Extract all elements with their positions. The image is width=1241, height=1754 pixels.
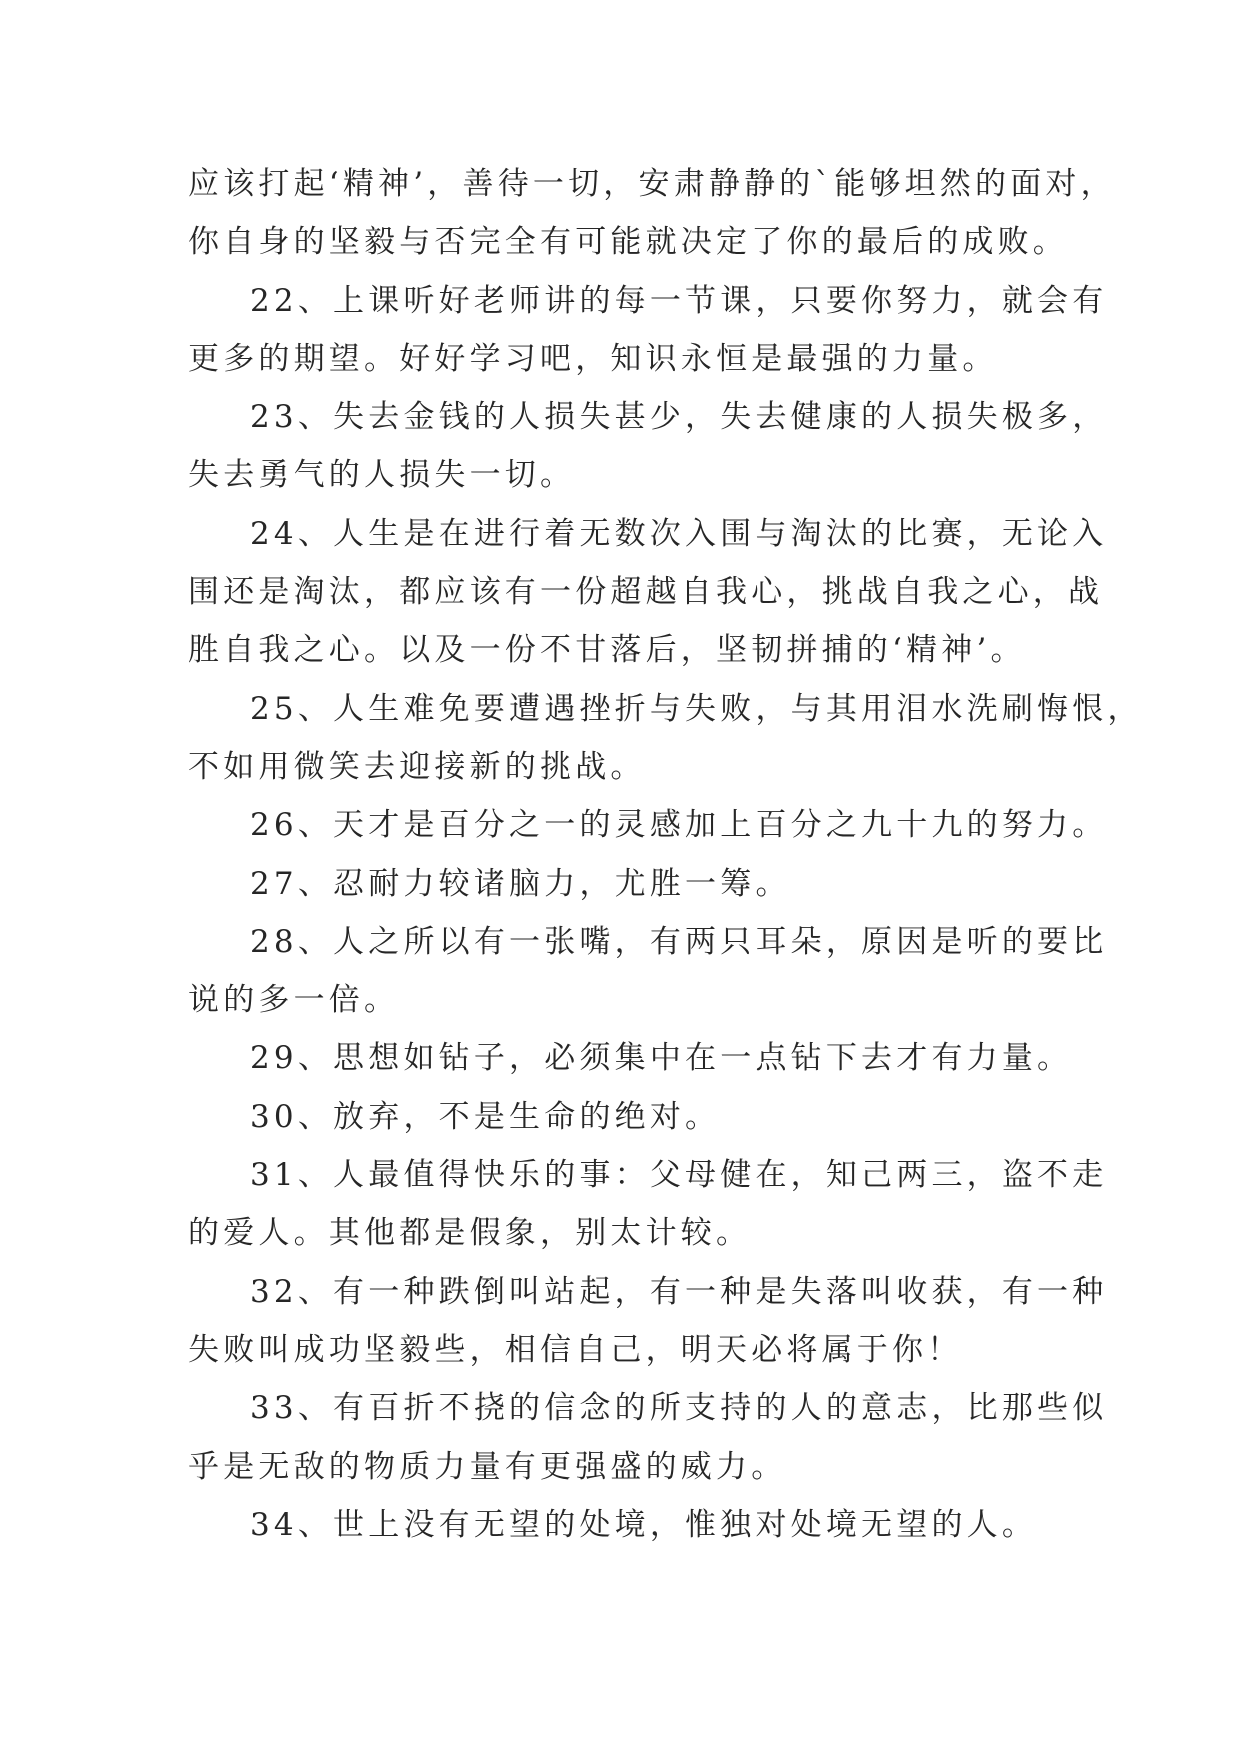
text-line: 29、思想如钻子，必须集中在一点钻下去才有力量。 — [250, 1040, 1073, 1077]
text-line: 32、有一种跌倒叫站起，有一种是失落叫收获，有一种 — [250, 1273, 1108, 1310]
text-line: 23、失去金钱的人损失甚少，失去健康的人损失极多， — [250, 399, 1108, 436]
text-line: 31、人最值得快乐的事：父母健在，知己两三，盗不走 — [250, 1157, 1108, 1194]
text-line: 更多的期望。好好学习吧，知识永恒是最强的力量。 — [188, 340, 998, 377]
text-line: 你自身的坚毅与否完全有可能就决定了你的最后的成败。 — [188, 224, 1068, 261]
document-body — [188, 155, 1143, 1554]
text-line: 25、人生难免要遭遇挫折与失败，与其用泪水洗刷悔恨， — [250, 690, 1143, 727]
text-line: 说的多一倍。 — [188, 982, 400, 1019]
text-line: 失去勇气的人损失一切。 — [188, 457, 576, 494]
text-line: 围还是淘汰，都应该有一份超越自我心，挑战自我之心，战 — [188, 574, 1104, 611]
text-line: 失败叫成功坚毅些，相信自己，明天必将属于你！ — [188, 1331, 963, 1368]
text-line: 33、有百折不挠的信念的所支持的人的意志，比那些似 — [250, 1390, 1108, 1427]
text-line: 不如用微笑去迎接新的挑战。 — [188, 748, 646, 785]
text-line: 26、天才是百分之一的灵感加上百分之九十九的努力。 — [250, 807, 1108, 844]
text-line: 34、世上没有无望的处境，惟独对处境无望的人。 — [250, 1506, 1038, 1543]
text-line: 27、忍耐力较诸脑力，尤胜一筹。 — [250, 865, 791, 902]
text-line: 22、上课听好老师讲的每一节课，只要你努力，就会有 — [250, 282, 1108, 319]
text-line: 30、放弃，不是生命的绝对。 — [250, 1098, 721, 1135]
text-line: 乎是无敌的物质力量有更强盛的威力。 — [188, 1448, 787, 1485]
text-line: 28、人之所以有一张嘴，有两只耳朵，原因是听的要比 — [250, 923, 1108, 960]
text-line: 24、人生是在进行着无数次入围与淘汰的比赛，无论入 — [250, 515, 1108, 552]
text-line: 应该打起‘精神’，善待一切，安肃静静的`能够坦然的面对， — [188, 166, 1116, 202]
text-line: 胜自我之心。以及一份不甘落后，坚韧拼捕的‘精神’。 — [188, 632, 1026, 669]
text-line: 的爱人。其他都是假象，别太计较。 — [188, 1215, 752, 1252]
